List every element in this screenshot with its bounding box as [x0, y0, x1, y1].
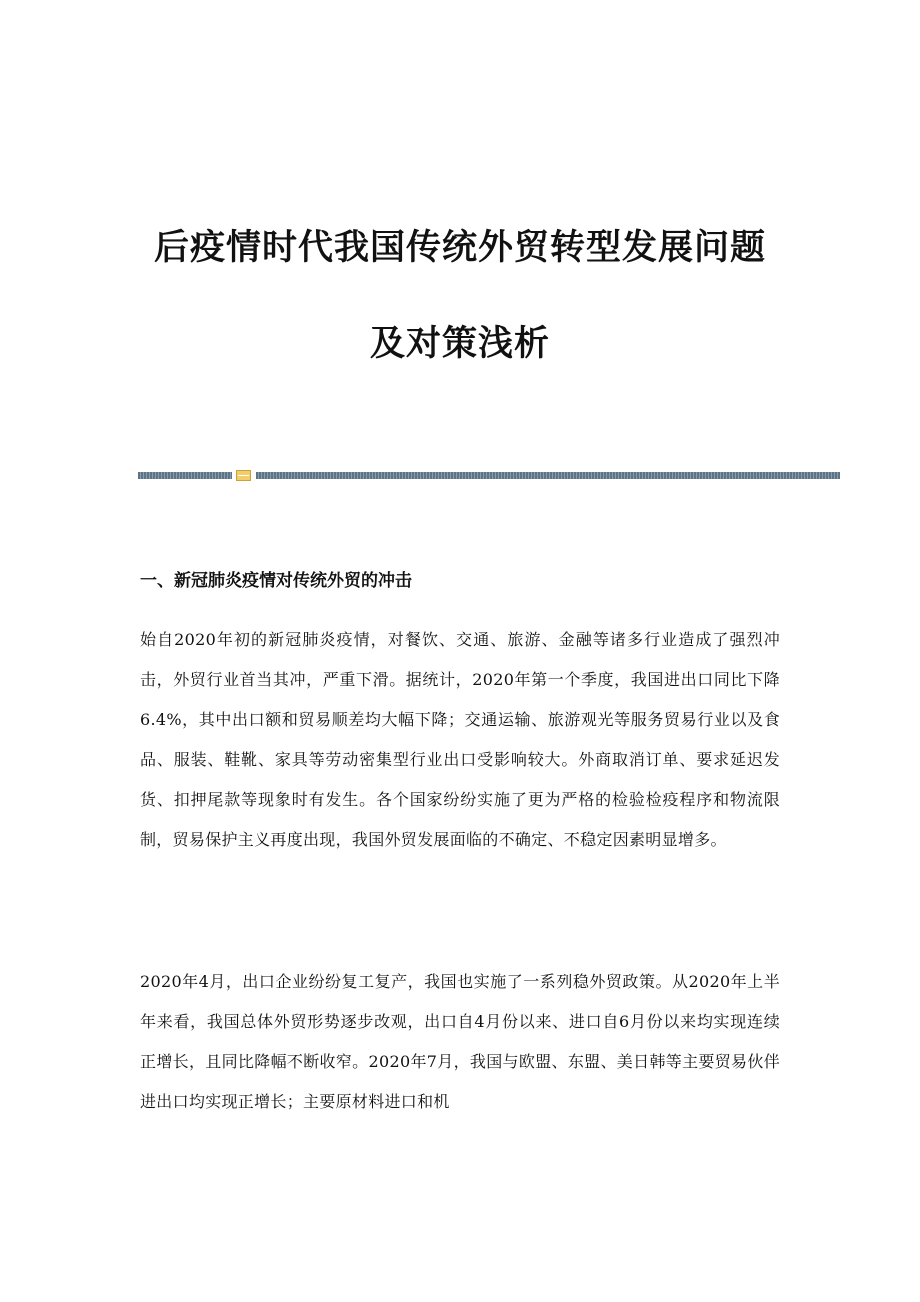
title-divider: [138, 470, 840, 481]
document-title-line-1: 后疫情时代我国传统外贸转型发展问题: [153, 227, 766, 268]
body-paragraph-2: 2020年4月，出口企业纷纷复工复产，我国也实施了一系列稳外贸政策。从2020年上半年来看，我国总体外贸形势逐步改观，出口自4月份以来、进口自6月份以来均实现连续正增长，且同比降幅不断收窄。2020年7月，我国与欧盟、东盟、美日韩等主要贸易伙伴进出口均实现正增长；主要原材料进口和机: [140, 972, 780, 1111]
divider-bar-right: [256, 472, 840, 479]
body-paragraph-1: 始自2020年初的新冠肺炎疫情，对餐饮、交通、旅游、金融等诸多行业造成了强烈冲击，外贸行业首当其冲，严重下滑。据统计，2020年第一个季度，我国进出口同比下降6.4%，其中出口额和贸易顺差均大幅下降；交通运输、旅游观光等服务贸易行业以及食品、服装、鞋靴、家具等劳动密集型行业出口受影响较大。外商取消订单、要求延迟发货、扣押尾款等现象时有发生。各个国家纷纷实施了更为严格的检验检疫程序和物流限制，贸易保护主义再度出现，我国外贸发展面临的不确定、不稳定因素明显增多。: [140, 630, 780, 849]
section-heading: 一、新冠肺炎疫情对传统外贸的冲击: [140, 571, 412, 591]
divider-bar-left: [138, 472, 232, 479]
envelope-icon: [236, 470, 251, 481]
document-title-line-2: 及对策浅析: [369, 323, 550, 364]
